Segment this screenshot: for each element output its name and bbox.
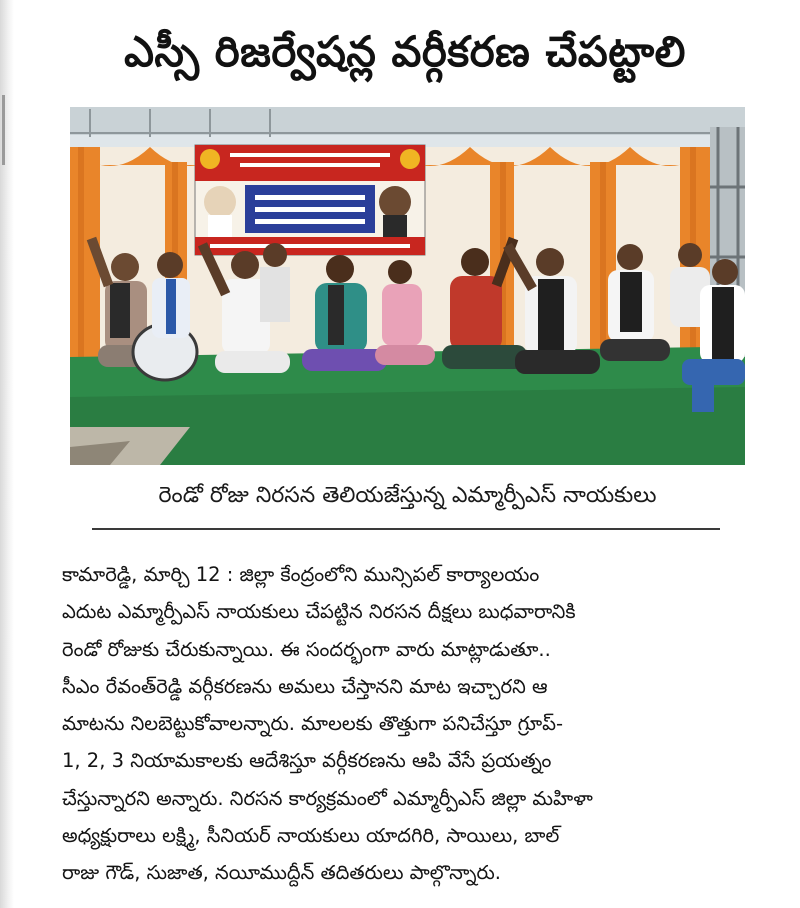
article-line: అధ్యక్షురాలు లక్ష్మి, సీనియర్ నాయకులు యాదగిరి, సాయిలు, బాల్: [62, 824, 560, 848]
article-line: 1, 2, 3 నియామకాలకు ఆదేశిస్తూ వర్గీకరణను ఆపి వేసే ప్రయత్నం: [62, 749, 552, 773]
article-line: చేస్తున్నారని అన్నారు. నిరసన కార్యక్రమంలో ఎమ్మార్పీఎస్ జిల్లా మహిళా: [62, 786, 593, 810]
news-photo: [70, 107, 745, 465]
article-line: సీఎం రేవంత్‌రెడ్డి వర్గీకరణను అమలు చేస్తానని మాట ఇచ్చారని ఆ: [62, 674, 548, 698]
protest-banner: [195, 145, 425, 255]
page-edge-mark: [2, 95, 5, 165]
article-line: రెండో రోజుకు చేరుకున్నాయి. ఈ సందర్భంగా వారు మాట్లాడుతూ..: [62, 637, 551, 661]
article-line: కామారెడ్డి, మార్చి 12 : జిల్లా కేంద్రంలోని మున్సిపల్ కార్యాలయం: [62, 563, 540, 586]
article-line: రాజు గౌడ్, సుజాత, నయీముద్దీన్ తదితరులు పాల్గొన్నారు.: [62, 861, 501, 885]
photo-caption: రెండో రోజు నిరసన తెలియజేస్తున్న ఎమ్మార్పీఎస్ నాయకులు: [158, 483, 657, 508]
news-photo-illustration: [70, 107, 745, 465]
caption-divider: [92, 528, 720, 530]
article-line: ఎదుట ఎమ్మార్పీఎస్ నాయకులు చేపట్టిన నిరసన దీక్షలు బుధవారానికి: [62, 600, 576, 624]
article-body: [62, 556, 752, 892]
article-headline: ఎస్సీ రిజర్వేషన్ల వర్గీకరణ చేపట్టాలి: [124, 27, 686, 76]
article-line: మాటను నిలబెట్టుకోవాలన్నారు. మాలలకు తొత్తుగా పనిచేస్తూ గ్రూప్-: [62, 712, 564, 736]
